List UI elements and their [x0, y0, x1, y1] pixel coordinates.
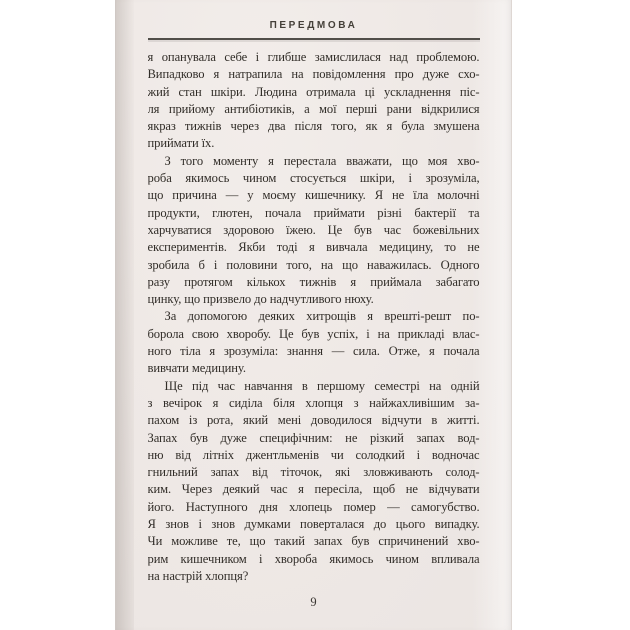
book-page [115, 0, 512, 630]
text-line: на настрій хлопця? [147, 568, 249, 583]
header-rule [148, 38, 480, 40]
text-line: зробила б і половини того, на що наважилась. Одного [147, 257, 480, 272]
text-line: що причина — у моєму кишечнику. Я не їла молочні [147, 188, 480, 203]
text-line: харчуватися здоровою їжею. Це був час божевільних [147, 222, 480, 237]
text-line: експериментів. Якби тоді я вивчала медицину, то не [147, 240, 480, 255]
text-line: жий стан шкіри. Людина отримала ці ускладнення піс- [147, 84, 480, 99]
text-line: з вечірок я сиділа біля хлопця з найжахливішим за- [147, 395, 480, 410]
text-line: Випадково я натрапила на повідомлення про дуже схо- [147, 67, 480, 82]
text-line: Чи можливе те, що такий запах був спричинений хво- [147, 534, 480, 549]
text-line: вивчати медицину. [147, 361, 246, 376]
text-line: ню від літніх джентльменів чи солодкий і водночас [147, 447, 480, 462]
page-number: 9 [310, 595, 317, 610]
text-line: борола свою хворобу. Це був успіх, і на прикладі влас- [147, 326, 480, 341]
text-line: Ще під час навчання в першому семестрі на одній [164, 378, 480, 393]
body-text [148, 49, 480, 585]
text-line: рим кишечником і хвороба якимось чином впливала [147, 551, 480, 566]
text-line: За допомогою деяких хитрощів я врешті-решт по- [164, 309, 480, 324]
text-line: пахом із рота, який мені доводилося відчути в житті. [147, 413, 480, 428]
text-line: ля прийому антибіотиків, а мої перші рани відкрилися [147, 101, 480, 116]
text-line: його. Наступного дня хлопець помер — самогубство. [147, 499, 480, 514]
text-line: ким. Через деякий час я пересіла, щоб не відчувати [147, 482, 480, 497]
text-line: цинку, що призвело до надчутливого нюху. [147, 292, 374, 307]
text-line: Я знов і знов думками поверталася до цього випадку. [147, 517, 480, 532]
text-line: роба якимось чином стосується шкіри, і зрозуміла, [147, 171, 480, 186]
text-line: разу протягом кількох тижнів я приймала забагато [147, 274, 480, 289]
text-line: продукти, глютен, почала приймати різні бактерії та [147, 205, 480, 220]
text-line: ного тіла я зрозуміла: знання — сила. Отже, я почала [147, 344, 480, 359]
text-line: Запах був дуже специфічним: не різкий запах вод- [147, 430, 480, 445]
text-line: З того моменту я перестала вважати, що моя хво- [164, 153, 480, 168]
text-line: я опанувала себе і глибше замислилася над проблемою. [147, 50, 480, 64]
text-line: гнильний запах від тіточок, які зловживають солод- [147, 465, 480, 480]
text-line: приймати їх. [147, 136, 215, 151]
chapter-header: ПЕРЕДМОВА [269, 20, 358, 31]
text-line: якраз тижнів через два після того, як я була змушена [147, 119, 480, 134]
